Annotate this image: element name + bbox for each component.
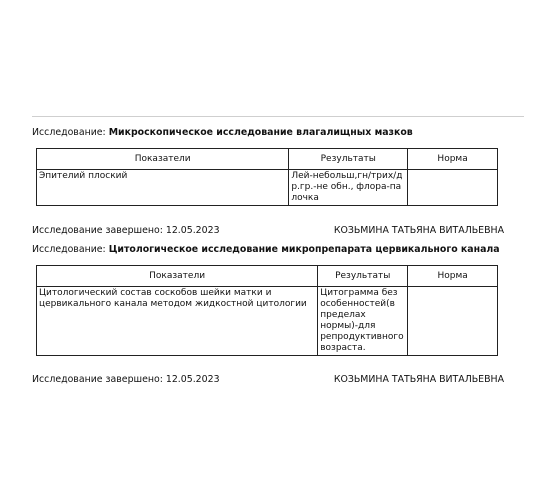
header-norm: Норма bbox=[408, 266, 498, 287]
study-2-title bbox=[32, 244, 504, 256]
header-results: Результаты bbox=[289, 149, 408, 170]
norm-cell bbox=[408, 287, 498, 356]
header-indicators: Показатели bbox=[37, 266, 318, 287]
table-row bbox=[37, 170, 498, 206]
top-divider bbox=[32, 116, 524, 117]
table-header-row bbox=[37, 266, 498, 287]
study-name: Цитологическое исследование микропрепарата цервикального канала bbox=[108, 244, 500, 255]
study-name: Микроскопическое исследование влагалищных мазков bbox=[108, 127, 413, 138]
header-results: Результаты bbox=[318, 266, 408, 287]
header-indicators: Показатели bbox=[37, 149, 289, 170]
study-1-title bbox=[32, 127, 504, 139]
indicator-cell: Цитологический состав соскобов шейки матки и цервикального канала методом жидкостной цитологии bbox=[37, 287, 318, 356]
completed-date: Исследование завершено: 12.05.2023 bbox=[32, 374, 220, 385]
result-cell: Лей-небольш,гн/трих/др.гр.-не обн., флора-палочка bbox=[289, 170, 408, 206]
norm-cell bbox=[408, 170, 498, 206]
result-cell: Цитограмма без особенностей(в пределах нормы)-для репродуктивного возраста. bbox=[318, 287, 408, 356]
header-norm: Норма bbox=[408, 149, 498, 170]
indicator-cell: Эпителий плоский bbox=[37, 170, 289, 206]
completed-date: Исследование завершено: 12.05.2023 bbox=[32, 225, 220, 236]
study-1-table bbox=[36, 148, 498, 206]
table-header-row bbox=[37, 149, 498, 170]
study-label: Исследование: bbox=[32, 244, 106, 255]
table-row bbox=[37, 287, 498, 356]
doctor-name: КОЗЬМИНА ТАТЬЯНА ВИТАЛЬЕВНА bbox=[333, 374, 504, 385]
doctor-name: КОЗЬМИНА ТАТЬЯНА ВИТАЛЬЕВНА bbox=[333, 225, 504, 236]
study-label: Исследование: bbox=[32, 127, 106, 138]
study-2-table bbox=[36, 265, 498, 356]
